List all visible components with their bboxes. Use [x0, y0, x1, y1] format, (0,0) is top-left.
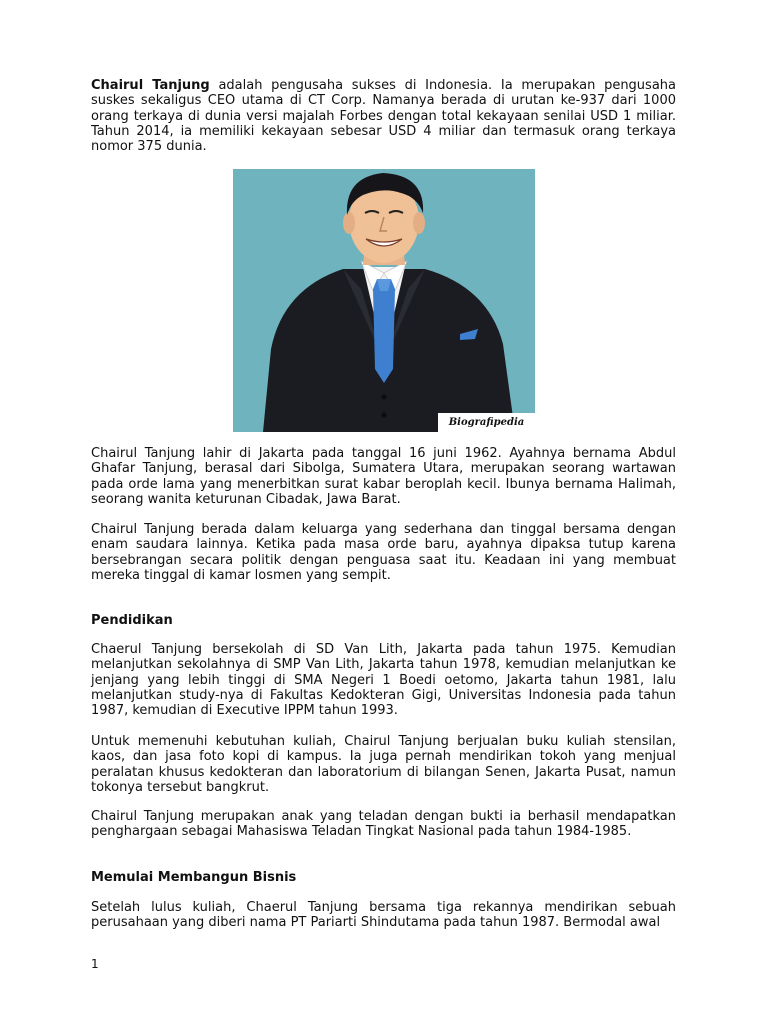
- paragraph-family: Chairul Tanjung berada dalam keluarga yang sederhana dan tinggal bersama dengan enam saudara lainnya. Ketika pada masa orde baru, ayahnya dipaksa tutup karena bersebrangan secara politik dengan penguasa saat itu. Keadaan ini yang membuat mereka tinggal di kamar losmen yang sempit.: [91, 522, 676, 583]
- paragraph-business: Setelah lulus kuliah, Chaerul Tanjung bersama tiga rekannya mendirikan sebuah perusahaan yang diberi nama PT Pariarti Shindutama pada tahun 1987. Bermodal awal: [91, 900, 676, 931]
- portrait-drawing: [233, 169, 535, 432]
- watermark-label: Biografipedia: [438, 413, 535, 432]
- paragraph-birth: Chairul Tanjung lahir di Jakarta pada tanggal 16 juni 1962. Ayahnya bernama Abdul Ghafar Tanjung, berasal dari Sibolga, Sumatera Utara, merupakan seorang wartawan pada orde lama yang menerbitkan surat kabar beroplah kecil. Ibunya bernama Halimah, seorang wanita keturunan Cibadak, Jawa Barat.: [91, 446, 676, 507]
- heading-pendidikan: Pendidikan: [91, 613, 173, 628]
- paragraph-education: Chaerul Tanjung bersekolah di SD Van Lith, Jakarta pada tahun 1975. Kemudian melanjutkan sekolahnya di SMP Van Lith, Jakarta tahun 1978, kemudian melanjutkan ke jenjang yang lebih tinggi di SMA Negeri 1 Boedi oetomo, Jakarta tahun 1981, lalu melanjutkan study-nya di Fakultas Kedokteran Gigi, Universitas Indonesia pada tahun 1987, kemudian di Executive IPPM tahun 1993.: [91, 642, 676, 719]
- subject-name: Chairul Tanjung: [91, 78, 210, 93]
- heading-bisnis: Memulai Membangun Bisnis: [91, 870, 297, 885]
- paragraph-college-jobs: Untuk memenuhi kebutuhan kuliah, Chairul Tanjung berjualan buku kuliah stensilan, kaos, dan jasa foto kopi di kampus. Ia juga pernah mendirikan tokoh yang menjual peralatan khusus kedokteran dan laboratorium di bilangan Senen, Jakarta Pusat, namun tokonya tersebut bangkrut.: [91, 734, 676, 795]
- portrait-illustration: [233, 169, 535, 432]
- intro-text: adalah pengusaha sukses di Indonesia. Ia merupakan pengusaha suskes sekaligus CEO utama di CT Corp. Namanya berada di urutan ke-937 dari 1000 orang terkaya di dunia versi majalah Forbes dengan total kekayaan senilai USD 1 miliar. Tahun 2014, ia memiliki kekayaan sebesar USD 4 miliar dan termasuk orang terkaya nomor 375 dunia.: [91, 78, 676, 155]
- paragraph-award: Chairul Tanjung merupakan anak yang teladan dengan bukti ia berhasil mendapatkan penghargaan sebagai Mahasiswa Teladan Tingkat Nasional pada tahun 1984-1985.: [91, 809, 676, 840]
- intro-paragraph: [91, 78, 676, 154]
- page-number: 1: [91, 957, 99, 971]
